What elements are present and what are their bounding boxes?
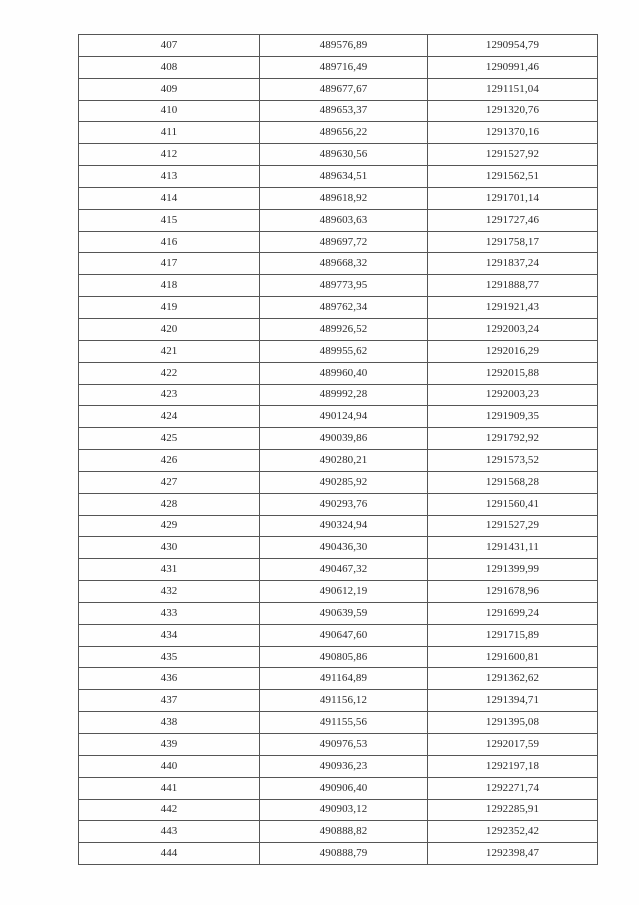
x-coordinate-cell: 489668,32 <box>260 253 428 275</box>
table-row <box>79 799 598 821</box>
table-row <box>79 122 598 144</box>
table-row <box>79 668 598 690</box>
x-coordinate-cell: 490903,12 <box>260 799 428 821</box>
x-coordinate-cell: 489656,22 <box>260 122 428 144</box>
point-number-cell: 423 <box>79 384 260 406</box>
x-coordinate-cell: 490124,94 <box>260 406 428 428</box>
x-coordinate-cell: 490436,30 <box>260 537 428 559</box>
point-number-cell: 439 <box>79 734 260 756</box>
x-coordinate-cell: 490039,86 <box>260 428 428 450</box>
table-row <box>79 78 598 100</box>
y-coordinate-cell: 1291527,92 <box>428 144 598 166</box>
point-number-cell: 425 <box>79 428 260 450</box>
table-row <box>79 166 598 188</box>
y-coordinate-cell: 1291562,51 <box>428 166 598 188</box>
y-coordinate-cell: 1290954,79 <box>428 35 598 57</box>
table-row <box>79 843 598 865</box>
y-coordinate-cell: 1291573,52 <box>428 450 598 472</box>
table-row <box>79 318 598 340</box>
x-coordinate-cell: 490612,19 <box>260 581 428 603</box>
x-coordinate-cell: 489697,72 <box>260 231 428 253</box>
y-coordinate-cell: 1292016,29 <box>428 340 598 362</box>
y-coordinate-cell: 1291151,04 <box>428 78 598 100</box>
y-coordinate-cell: 1290991,46 <box>428 56 598 78</box>
y-coordinate-cell: 1292015,88 <box>428 362 598 384</box>
x-coordinate-cell: 489926,52 <box>260 318 428 340</box>
y-coordinate-cell: 1292352,42 <box>428 821 598 843</box>
point-number-cell: 413 <box>79 166 260 188</box>
table-row <box>79 624 598 646</box>
table-row <box>79 275 598 297</box>
y-coordinate-cell: 1291560,41 <box>428 493 598 515</box>
point-number-cell: 415 <box>79 209 260 231</box>
y-coordinate-cell: 1292398,47 <box>428 843 598 865</box>
table-row <box>79 690 598 712</box>
point-number-cell: 420 <box>79 318 260 340</box>
x-coordinate-cell: 491155,56 <box>260 712 428 734</box>
point-number-cell: 437 <box>79 690 260 712</box>
x-coordinate-cell: 489630,56 <box>260 144 428 166</box>
x-coordinate-cell: 489773,95 <box>260 275 428 297</box>
table-row <box>79 297 598 319</box>
point-number-cell: 432 <box>79 581 260 603</box>
table-row <box>79 428 598 450</box>
y-coordinate-cell: 1291362,62 <box>428 668 598 690</box>
table-row <box>79 777 598 799</box>
x-coordinate-cell: 491156,12 <box>260 690 428 712</box>
x-coordinate-cell: 490324,94 <box>260 515 428 537</box>
y-coordinate-cell: 1291399,99 <box>428 559 598 581</box>
coordinates-table <box>78 34 598 865</box>
table-row <box>79 35 598 57</box>
table-row <box>79 646 598 668</box>
y-coordinate-cell: 1291320,76 <box>428 100 598 122</box>
x-coordinate-cell: 489992,28 <box>260 384 428 406</box>
y-coordinate-cell: 1291792,92 <box>428 428 598 450</box>
point-number-cell: 424 <box>79 406 260 428</box>
table-row <box>79 537 598 559</box>
x-coordinate-cell: 489677,67 <box>260 78 428 100</box>
point-number-cell: 431 <box>79 559 260 581</box>
y-coordinate-cell: 1291837,24 <box>428 253 598 275</box>
x-coordinate-cell: 489603,63 <box>260 209 428 231</box>
y-coordinate-cell: 1292271,74 <box>428 777 598 799</box>
table-row <box>79 231 598 253</box>
y-coordinate-cell: 1291701,14 <box>428 187 598 209</box>
point-number-cell: 442 <box>79 799 260 821</box>
y-coordinate-cell: 1291395,08 <box>428 712 598 734</box>
x-coordinate-cell: 489762,34 <box>260 297 428 319</box>
y-coordinate-cell: 1292003,24 <box>428 318 598 340</box>
x-coordinate-cell: 490936,23 <box>260 755 428 777</box>
x-coordinate-cell: 489716,49 <box>260 56 428 78</box>
point-number-cell: 421 <box>79 340 260 362</box>
table-row <box>79 755 598 777</box>
y-coordinate-cell: 1292197,18 <box>428 755 598 777</box>
point-number-cell: 436 <box>79 668 260 690</box>
point-number-cell: 435 <box>79 646 260 668</box>
table-row <box>79 362 598 384</box>
point-number-cell: 443 <box>79 821 260 843</box>
table-row <box>79 559 598 581</box>
x-coordinate-cell: 490647,60 <box>260 624 428 646</box>
y-coordinate-cell: 1291921,43 <box>428 297 598 319</box>
point-number-cell: 412 <box>79 144 260 166</box>
x-coordinate-cell: 489618,92 <box>260 187 428 209</box>
x-coordinate-cell: 490906,40 <box>260 777 428 799</box>
x-coordinate-cell: 491164,89 <box>260 668 428 690</box>
point-number-cell: 430 <box>79 537 260 559</box>
point-number-cell: 409 <box>79 78 260 100</box>
point-number-cell: 441 <box>79 777 260 799</box>
x-coordinate-cell: 490280,21 <box>260 450 428 472</box>
table-row <box>79 56 598 78</box>
x-coordinate-cell: 490888,79 <box>260 843 428 865</box>
table-row <box>79 144 598 166</box>
x-coordinate-cell: 489634,51 <box>260 166 428 188</box>
coordinates-table-body <box>79 35 598 865</box>
y-coordinate-cell: 1291600,81 <box>428 646 598 668</box>
x-coordinate-cell: 489960,40 <box>260 362 428 384</box>
point-number-cell: 434 <box>79 624 260 646</box>
point-number-cell: 444 <box>79 843 260 865</box>
point-number-cell: 407 <box>79 35 260 57</box>
table-row <box>79 493 598 515</box>
y-coordinate-cell: 1291370,16 <box>428 122 598 144</box>
point-number-cell: 408 <box>79 56 260 78</box>
table-row <box>79 471 598 493</box>
point-number-cell: 426 <box>79 450 260 472</box>
point-number-cell: 417 <box>79 253 260 275</box>
table-row <box>79 187 598 209</box>
x-coordinate-cell: 490888,82 <box>260 821 428 843</box>
x-coordinate-cell: 490285,92 <box>260 471 428 493</box>
point-number-cell: 438 <box>79 712 260 734</box>
x-coordinate-cell: 490467,32 <box>260 559 428 581</box>
y-coordinate-cell: 1292017,59 <box>428 734 598 756</box>
table-row <box>79 340 598 362</box>
table-row <box>79 100 598 122</box>
point-number-cell: 416 <box>79 231 260 253</box>
y-coordinate-cell: 1291727,46 <box>428 209 598 231</box>
point-number-cell: 418 <box>79 275 260 297</box>
point-number-cell: 429 <box>79 515 260 537</box>
x-coordinate-cell: 490976,53 <box>260 734 428 756</box>
table-row <box>79 515 598 537</box>
y-coordinate-cell: 1291394,71 <box>428 690 598 712</box>
y-coordinate-cell: 1291568,28 <box>428 471 598 493</box>
y-coordinate-cell: 1291909,35 <box>428 406 598 428</box>
y-coordinate-cell: 1291678,96 <box>428 581 598 603</box>
point-number-cell: 414 <box>79 187 260 209</box>
table-row <box>79 734 598 756</box>
table-row <box>79 253 598 275</box>
x-coordinate-cell: 489955,62 <box>260 340 428 362</box>
point-number-cell: 410 <box>79 100 260 122</box>
y-coordinate-cell: 1291758,17 <box>428 231 598 253</box>
y-coordinate-cell: 1291715,89 <box>428 624 598 646</box>
point-number-cell: 433 <box>79 602 260 624</box>
table-row <box>79 450 598 472</box>
x-coordinate-cell: 490293,76 <box>260 493 428 515</box>
x-coordinate-cell: 489653,37 <box>260 100 428 122</box>
y-coordinate-cell: 1292285,91 <box>428 799 598 821</box>
table-row <box>79 712 598 734</box>
x-coordinate-cell: 490639,59 <box>260 602 428 624</box>
y-coordinate-cell: 1291888,77 <box>428 275 598 297</box>
table-row <box>79 209 598 231</box>
table-row <box>79 581 598 603</box>
y-coordinate-cell: 1291699,24 <box>428 602 598 624</box>
table-row <box>79 602 598 624</box>
table-row <box>79 384 598 406</box>
x-coordinate-cell: 489576,89 <box>260 35 428 57</box>
point-number-cell: 427 <box>79 471 260 493</box>
y-coordinate-cell: 1291431,11 <box>428 537 598 559</box>
point-number-cell: 411 <box>79 122 260 144</box>
point-number-cell: 440 <box>79 755 260 777</box>
y-coordinate-cell: 1292003,23 <box>428 384 598 406</box>
point-number-cell: 428 <box>79 493 260 515</box>
point-number-cell: 422 <box>79 362 260 384</box>
x-coordinate-cell: 490805,86 <box>260 646 428 668</box>
table-row <box>79 406 598 428</box>
y-coordinate-cell: 1291527,29 <box>428 515 598 537</box>
table-row <box>79 821 598 843</box>
point-number-cell: 419 <box>79 297 260 319</box>
